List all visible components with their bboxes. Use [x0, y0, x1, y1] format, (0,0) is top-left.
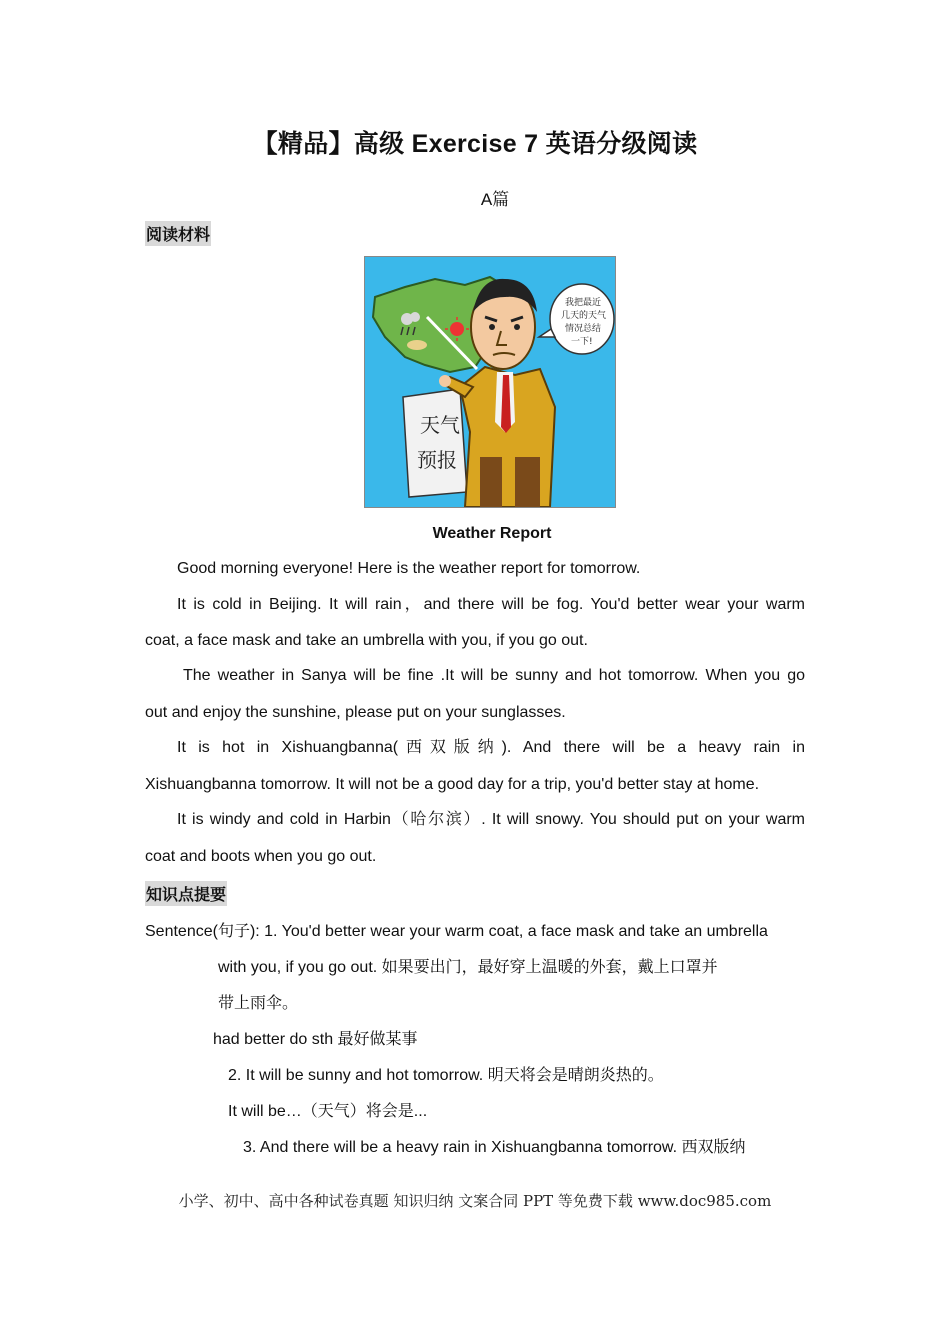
- paragraph-5-line-2: coat and boots when you go out.: [145, 848, 377, 865]
- weather-report-illustration: [364, 256, 616, 508]
- bubble-line4: 一下!: [571, 337, 593, 347]
- sentence-2: 2. It will be sunny and hot tomorrow. 明天将会是晴朗炎热的。: [228, 1067, 664, 1084]
- reading-material-label: 阅读材料: [145, 221, 211, 246]
- paragraph-3-line-2: out and enjoy the sunshine, please put on your sunglasses.: [145, 704, 566, 721]
- sentence-3: 3. And there will be a heavy rain in Xishuangbanna tomorrow. 西双版纳: [243, 1139, 746, 1156]
- bubble-line1: 我把最近: [565, 298, 602, 308]
- sentence-1-line-2: with you, if you go out. 如果要出门，最好穿上温暖的外套，戴上口罩并: [218, 959, 718, 976]
- paragraph-3-line-1: The weather in Sanya will be fine .It will be sunny and hot tomorrow. When you go: [183, 667, 805, 684]
- bubble-line2: 几天的天气: [561, 311, 607, 321]
- sentence-1-note: had better do sth 最好做某事: [213, 1031, 418, 1048]
- paragraph-5-line-1: It is windy and cold in Harbin（哈尔滨）. It will snowy. You should put on your warm: [177, 811, 805, 828]
- sign-text-line1: 天气: [420, 413, 460, 437]
- paragraph-1: Good morning everyone! Here is the weather report for tomorrow.: [177, 560, 641, 577]
- paragraph-2-line-2: coat, a face mask and take an umbrella with you, if you go out.: [145, 632, 588, 649]
- article-title: Weather Report: [432, 525, 552, 542]
- paragraph-2-line-1: It is cold in Beijing. It will rain，and there will be fog. You'd better wear your warm: [177, 596, 805, 613]
- sentence-1-line-3: 带上雨伞。: [218, 995, 299, 1012]
- page-title: 【精品】高级 Exercise 7 英语分级阅读: [252, 130, 698, 158]
- bubble-line3: 情况总结: [565, 324, 602, 334]
- section-subtitle: A篇: [480, 190, 510, 209]
- paragraph-4-line-1: It is hot in Xishuangbanna(西双版纳). And there will be a heavy rain in: [177, 739, 805, 756]
- sign-text-line2: 预报: [417, 448, 457, 472]
- knowledge-points-label: 知识点提要: [145, 881, 227, 906]
- sentence-1-line-1: Sentence(句子): 1. You'd better wear your warm coat, a face mask and take an umbrella: [145, 923, 768, 940]
- page-footer: 小学、初中、高中各种试卷真题 知识归纳 文案合同 PPT 等免费下载 www.doc985.com: [178, 1192, 772, 1210]
- sentence-2-note: It will be…（天气）将会是...: [228, 1103, 428, 1120]
- paragraph-4-line-2: Xishuangbanna tomorrow. It will not be a good day for a trip, you'd better stay at home.: [145, 776, 760, 793]
